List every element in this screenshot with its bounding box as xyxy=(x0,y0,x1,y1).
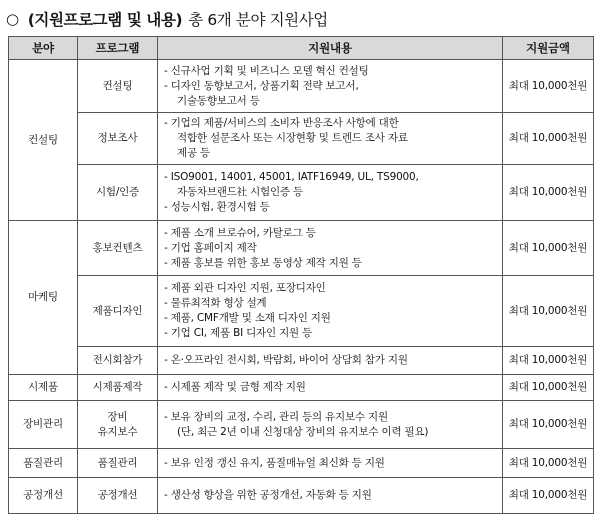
content-item: 적합한 설문조사 또는 시장현황 및 트렌드 조사 자료 xyxy=(177,132,408,144)
content-item: - 기업의 제품/서비스의 소비자 반응조사 사항에 대한 xyxy=(164,117,399,129)
amount-cell: 최대 10,000천원 xyxy=(503,113,594,165)
program-cell: 시제품제작 xyxy=(78,375,158,401)
program-cell: 정보조사 xyxy=(78,113,158,165)
header-amount: 지원금액 xyxy=(503,37,594,60)
table-row xyxy=(9,375,594,401)
program-cell: 품질관리 xyxy=(78,449,158,478)
content-item: - 제품 소개 브로슈어, 카탈로그 등 xyxy=(164,226,316,239)
heading-title-bold: (지원프로그램 및 내용) xyxy=(27,11,183,29)
amount-cell: 최대 10,000천원 xyxy=(503,401,594,449)
content-item: - ISO9001, 14001, 45001, IATF16949, UL, TS9000, xyxy=(164,171,419,183)
content-item: - 성능시험, 환경시험 등 xyxy=(164,201,270,213)
program-line: 유지보수 xyxy=(97,425,138,438)
field-cell: 품질관리 xyxy=(9,449,78,478)
circle-bullet-icon: ○ xyxy=(6,10,19,28)
program-cell: 전시회참가 xyxy=(78,347,158,375)
table-row xyxy=(9,347,594,375)
content-cell xyxy=(158,478,503,514)
amount-cell: 최대 10,000천원 xyxy=(503,449,594,478)
content-item: - 기업 홈페이지 제작 xyxy=(164,241,257,254)
table-row xyxy=(9,113,594,165)
content-item: (단, 최근 2년 이내 신청대상 장비의 유지보수 이력 필요) xyxy=(177,425,429,438)
heading-title-rest: 총 6개 분야 지원사업 xyxy=(188,11,328,29)
header-program: 프로그램 xyxy=(78,37,158,60)
content-cell xyxy=(158,375,503,401)
table-row xyxy=(9,221,594,276)
program-cell: 제품디자인 xyxy=(78,276,158,347)
table-row xyxy=(9,401,594,449)
content-cell xyxy=(158,113,503,165)
table-row xyxy=(9,478,594,514)
content-cell xyxy=(158,401,503,449)
amount-cell: 최대 10,000천원 xyxy=(503,165,594,221)
content-item: - 생산성 향상을 위한 공정개선, 자동화 등 지원 xyxy=(164,489,372,501)
content-item: 기술동향보고서 등 xyxy=(177,94,260,107)
table-row xyxy=(9,165,594,221)
content-item: - 신규사업 기획 및 비즈니스 모델 혁신 컨설팅 xyxy=(164,64,369,77)
amount-cell: 최대 10,000천원 xyxy=(503,375,594,401)
content-cell xyxy=(158,221,503,276)
amount-cell: 최대 10,000천원 xyxy=(503,221,594,276)
amount-cell: 최대 10,000천원 xyxy=(503,276,594,347)
header-content: 지원내용 xyxy=(158,37,503,60)
content-item: - 제품 홍보를 위한 홍보 동영상 제작 지원 등 xyxy=(164,256,362,269)
content-item: - 물류최적화 형상 설계 xyxy=(164,297,267,309)
table-header-row xyxy=(9,37,594,60)
table-row xyxy=(9,276,594,347)
content-item: - 디자인 동향보고서, 상품기획 전략 보고서, xyxy=(164,79,359,92)
program-cell: 홍보컨텐츠 xyxy=(78,221,158,276)
table-row xyxy=(9,449,594,478)
content-item: - 보유 장비의 교정, 수리, 관리 등의 유지보수 지원 xyxy=(164,410,388,423)
field-cell: 공정개선 xyxy=(9,478,78,514)
amount-cell: 최대 10,000천원 xyxy=(503,347,594,375)
field-cell: 장비관리 xyxy=(9,401,78,449)
field-cell: 마케팅 xyxy=(9,221,78,375)
field-cell: 시제품 xyxy=(9,375,78,401)
content-item: - 보유 인정 갱신 유지, 품질매뉴얼 최신화 등 지원 xyxy=(164,456,385,469)
content-item: - 기업 CI, 제품 BI 디자인 지원 등 xyxy=(164,327,313,339)
program-cell: 시험/인증 xyxy=(78,165,158,221)
program-cell: 공정개선 xyxy=(78,478,158,514)
content-cell xyxy=(158,347,503,375)
program-cell xyxy=(78,401,158,449)
support-program-table xyxy=(8,36,594,514)
amount-cell: 최대 10,000천원 xyxy=(503,478,594,514)
content-item: - 시제품 제작 및 금형 제작 지원 xyxy=(164,381,306,393)
program-line: 장비 xyxy=(107,410,128,423)
amount-cell: 최대 10,000천원 xyxy=(503,60,594,113)
table-row xyxy=(9,60,594,113)
content-cell xyxy=(158,165,503,221)
content-item: 자동차브랜드社 시험인증 등 xyxy=(177,186,303,198)
content-cell xyxy=(158,60,503,113)
content-item: 제공 등 xyxy=(177,147,210,159)
field-cell: 컨설팅 xyxy=(9,60,78,221)
program-cell: 컨설팅 xyxy=(78,60,158,113)
content-item: - 제품, CMF개발 및 소재 디자인 지원 xyxy=(164,312,331,324)
content-item: - 제품 외관 디자인 지원, 포장디자인 xyxy=(164,282,326,294)
header-field: 분야 xyxy=(9,37,78,60)
content-item: - 온·오프라인 전시회, 박람회, 바이어 상담회 참가 지원 xyxy=(164,354,408,366)
section-heading xyxy=(6,6,328,32)
content-cell xyxy=(158,449,503,478)
content-cell xyxy=(158,276,503,347)
